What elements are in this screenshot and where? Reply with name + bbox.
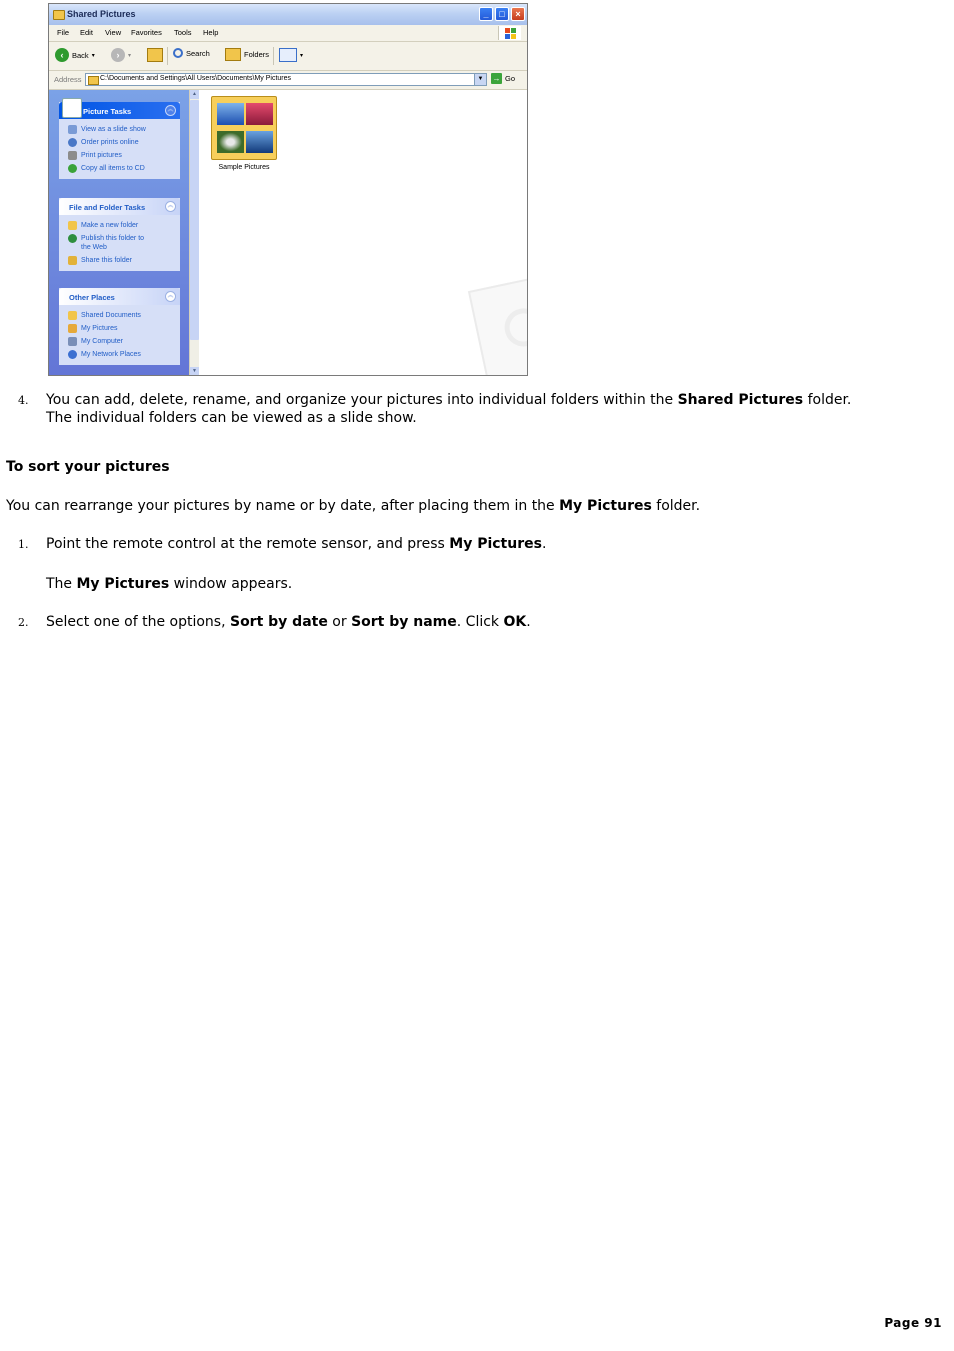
search-button[interactable]	[173, 48, 210, 58]
file-folder-tasks-panel	[59, 198, 180, 271]
share-folder-icon	[68, 256, 77, 265]
collapse-icon[interactable]: ︽	[165, 291, 176, 302]
step-1-note: The My Pictures window appears.	[46, 576, 293, 592]
place-my-computer[interactable]: My Computer	[59, 335, 180, 348]
close-button[interactable]: ×	[511, 7, 525, 21]
step-2-text: Select one of the options, Sort by date or Sort by name. Click OK.	[46, 614, 531, 630]
cd-icon	[68, 164, 77, 173]
place-network-places[interactable]: My Network Places	[59, 348, 180, 361]
go-arrow-icon: →	[492, 74, 501, 83]
views-icon	[279, 48, 297, 62]
page-number: Page 91	[884, 1316, 942, 1330]
thumbnail-image	[217, 103, 244, 125]
go-button[interactable]	[491, 73, 515, 84]
menu-file[interactable]: File	[57, 28, 70, 37]
order-prints-icon	[68, 138, 77, 147]
my-pictures-icon	[68, 324, 77, 333]
task-print-pictures[interactable]: Print pictures	[59, 149, 180, 162]
maximize-button[interactable]: □	[495, 7, 509, 21]
printer-icon	[68, 151, 77, 160]
place-shared-documents[interactable]: Shared Documents	[59, 309, 180, 322]
scroll-up-icon[interactable]: ▲	[190, 90, 199, 99]
folder-icon	[68, 311, 77, 320]
chevron-down-icon[interactable]: ▼	[474, 74, 486, 85]
folders-label: Folders	[244, 50, 270, 59]
thumbnail-image	[217, 131, 244, 153]
folders-button[interactable]	[225, 48, 269, 61]
scroll-thumb[interactable]	[190, 100, 199, 340]
chevron-down-icon: ▾	[300, 52, 304, 59]
folder-label[interactable]: Sample Pictures	[218, 164, 270, 171]
thumbnail-image	[246, 103, 273, 125]
picture-tasks-panel	[59, 102, 180, 179]
forward-button[interactable]	[111, 48, 131, 62]
thumbnail-image	[246, 131, 273, 153]
task-pane	[49, 90, 192, 376]
toolbar	[49, 42, 527, 71]
other-places-header[interactable]	[59, 288, 180, 305]
up-folder-icon	[147, 48, 163, 62]
panel-title: Other Places	[69, 293, 115, 302]
file-folder-tasks-header[interactable]	[59, 198, 180, 215]
back-button[interactable]	[55, 48, 95, 62]
minimize-button[interactable]: _	[479, 7, 493, 21]
folders-icon	[225, 48, 241, 61]
shared-pictures-window	[48, 3, 528, 376]
picture-tasks-header[interactable]	[59, 102, 180, 119]
address-label: Address	[54, 75, 82, 84]
menu-edit[interactable]: Edit	[80, 28, 93, 37]
task-copy-to-cd[interactable]: Copy all items to CD	[59, 162, 180, 175]
back-label: Back	[72, 50, 89, 60]
collapse-icon[interactable]: ︽	[165, 201, 176, 212]
folder-icon	[53, 10, 65, 20]
folder-content	[199, 90, 527, 376]
views-button[interactable]	[279, 48, 303, 62]
scroll-down-icon[interactable]: ▼	[190, 367, 199, 376]
window-title: Shared Pictures	[67, 9, 136, 19]
search-icon	[173, 48, 183, 58]
step-1-text: Point the remote control at the remote sensor, and press My Pictures.	[46, 536, 547, 552]
step-number: 4.	[18, 394, 29, 407]
menu-bar	[49, 25, 527, 42]
sample-pictures-folder[interactable]	[211, 96, 277, 160]
intro-paragraph: You can rearrange your pictures by name or by date, after placing them in the My Pictures folder.	[6, 498, 701, 514]
up-folder-button[interactable]	[147, 48, 163, 62]
section-heading: To sort your pictures	[6, 459, 170, 475]
go-label: Go	[505, 74, 516, 83]
task-order-prints[interactable]: Order prints online	[59, 136, 180, 149]
computer-icon	[68, 337, 77, 346]
address-input[interactable]	[85, 73, 487, 86]
address-path: C:\Documents and Settings\All Users\Documents\My Pictures	[100, 75, 292, 82]
folder-icon	[88, 76, 99, 85]
back-arrow-icon: ‹	[55, 48, 69, 62]
slideshow-icon	[68, 125, 77, 134]
title-bar	[49, 4, 527, 25]
forward-arrow-icon: ›	[111, 48, 125, 62]
step-4-text: You can add, delete, rename, and organize your pictures into individual folders within the Shared Pictures folder. The individual folders can be viewed as a slide show.	[46, 392, 852, 426]
network-icon	[68, 350, 77, 359]
menu-view[interactable]: View	[105, 28, 122, 37]
task-publish-web[interactable]: Publish this folder to the Web	[59, 232, 180, 254]
windows-logo-icon	[498, 26, 521, 40]
other-places-panel	[59, 288, 180, 365]
task-share-folder[interactable]: Share this folder	[59, 254, 180, 267]
panel-title: File and Folder Tasks	[69, 203, 146, 212]
step-number: 2.	[18, 616, 29, 629]
address-bar	[49, 71, 527, 90]
collapse-icon[interactable]: ︽	[165, 105, 176, 116]
menu-tools[interactable]: Tools	[174, 28, 192, 37]
task-new-folder[interactable]: Make a new folder	[59, 219, 180, 232]
task-pane-scrollbar[interactable]	[189, 90, 199, 376]
new-folder-icon	[68, 221, 77, 230]
panel-title: Picture Tasks	[83, 107, 132, 116]
chevron-down-icon: ▾	[91, 52, 95, 59]
task-slide-show[interactable]: View as a slide show	[59, 123, 180, 136]
chevron-down-icon: ▾	[128, 52, 132, 59]
picture-watermark-icon	[468, 271, 528, 376]
menu-help[interactable]: Help	[203, 28, 219, 37]
globe-icon	[68, 234, 77, 243]
menu-favorites[interactable]: Favorites	[131, 28, 162, 37]
search-label: Search	[186, 48, 210, 58]
step-number: 1.	[18, 538, 29, 551]
picture-tasks-icon	[62, 98, 82, 118]
place-my-pictures[interactable]: My Pictures	[59, 322, 180, 335]
